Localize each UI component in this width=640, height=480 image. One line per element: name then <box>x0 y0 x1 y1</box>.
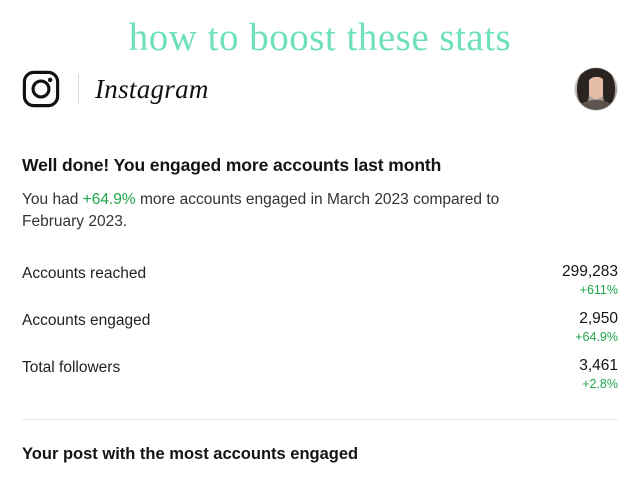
insights-title: Well done! You engaged more accounts last month <box>22 155 442 175</box>
stat-label: Total followers <box>22 358 121 376</box>
table-row[interactable] <box>22 256 618 303</box>
instagram-header <box>0 57 640 113</box>
stat-values <box>575 310 618 344</box>
table-row[interactable] <box>22 303 618 350</box>
summary-suffix: more accounts engaged in March 2023 compared to February 2023. <box>22 191 500 231</box>
stat-delta: +64.9% <box>575 329 618 344</box>
stat-label: Accounts engaged <box>22 311 151 329</box>
top-post-section-title: Your post with the most accounts engaged <box>22 444 359 463</box>
section-divider <box>22 419 618 420</box>
insights-panel <box>0 155 640 464</box>
stat-values <box>579 357 618 391</box>
avatar-hair-left <box>577 74 589 104</box>
stats-list <box>22 256 618 397</box>
stat-value: 299,283 <box>561 262 618 280</box>
overlay-headline: how to boost these stats <box>128 16 512 59</box>
stat-label: Accounts reached <box>22 264 147 282</box>
header-divider <box>78 74 79 104</box>
stat-value: 2,950 <box>579 309 618 327</box>
profile-avatar[interactable] <box>574 67 618 111</box>
instagram-icon[interactable] <box>22 70 60 108</box>
stat-delta: +611% <box>579 282 618 297</box>
summary-prefix: You had <box>22 191 83 208</box>
instagram-wordmark: Instagram <box>95 73 209 104</box>
stat-value: 3,461 <box>579 356 618 374</box>
avatar-shoulders <box>579 100 613 111</box>
insights-summary <box>22 189 562 234</box>
table-row[interactable] <box>22 350 618 397</box>
stat-delta: +2.8% <box>582 376 618 391</box>
avatar-hair-right <box>603 74 615 104</box>
summary-highlight: +64.9% <box>82 191 136 208</box>
stat-values <box>562 263 618 297</box>
